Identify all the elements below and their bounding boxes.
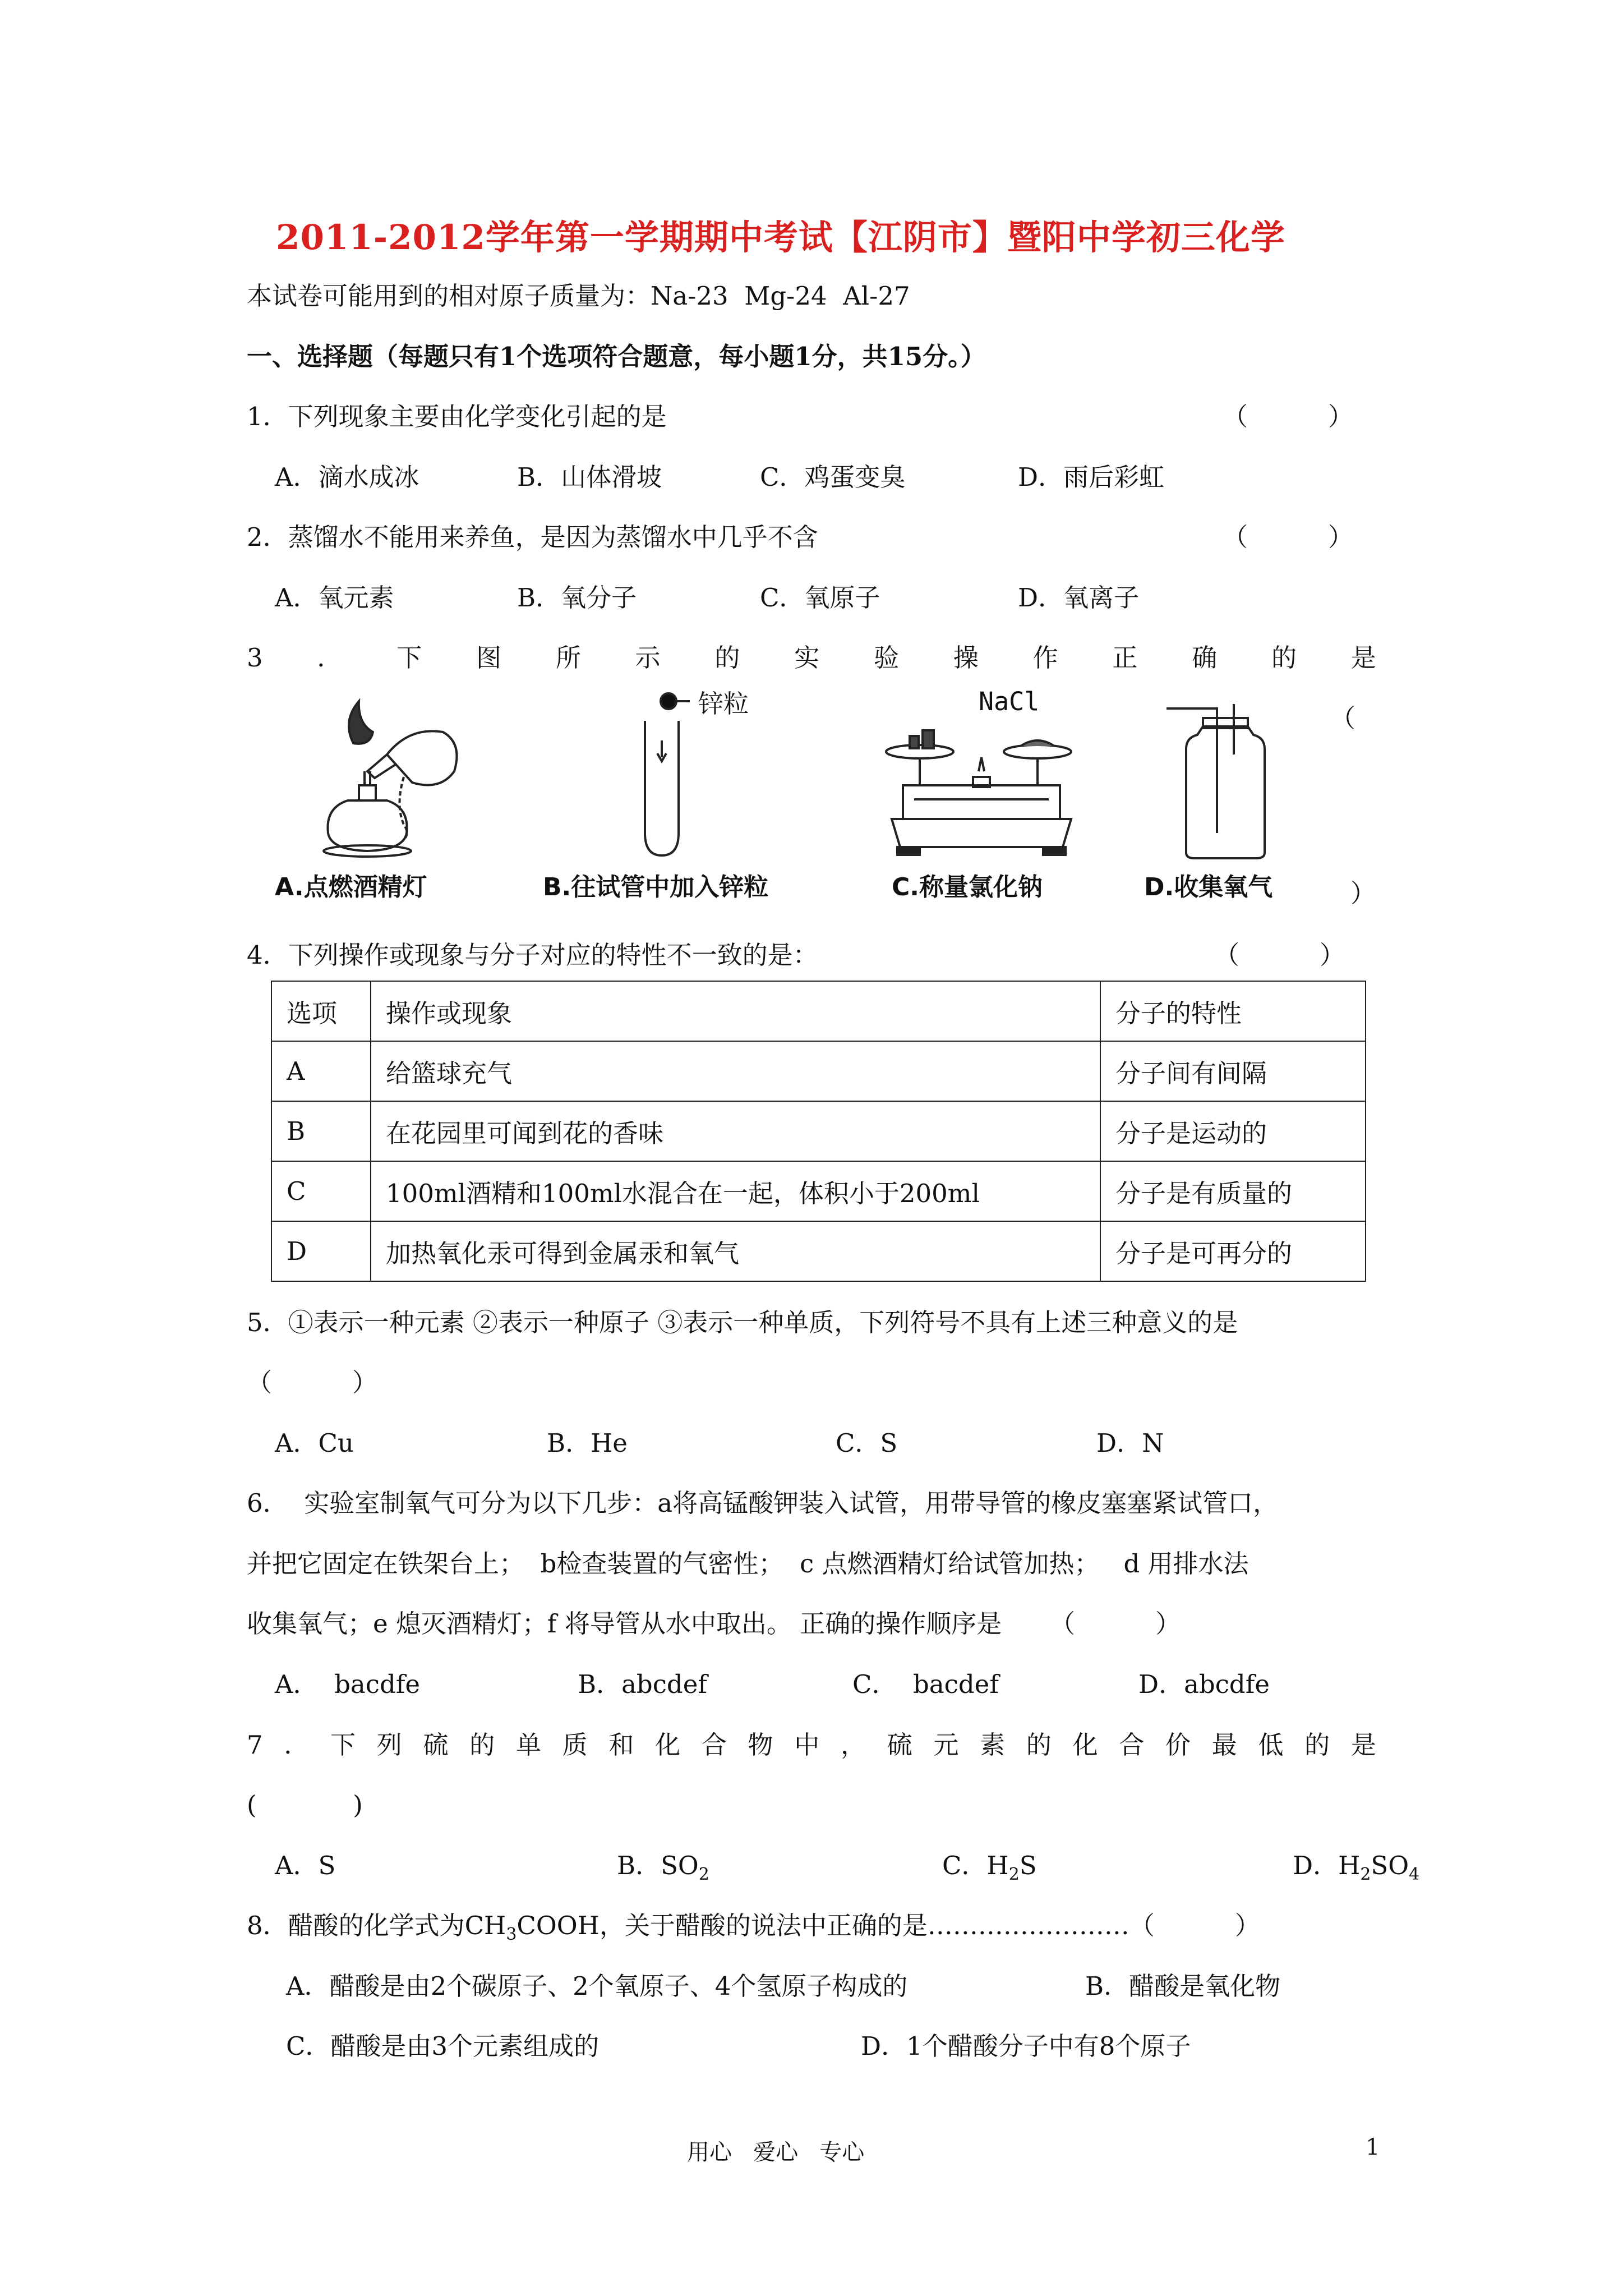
q1-stem: 1．下列现象主要由化学变化引起的是	[247, 402, 667, 431]
table-cell: 操作或现象	[371, 981, 1100, 1041]
section-heading: 一、选择题（每题只有1个选项符合题意，每小题1分，共15分。）	[247, 342, 986, 371]
q2-answer-paren: （ ）	[1223, 522, 1354, 552]
table-cell: 100ml酒精和100ml水混合在一起，体积小于200ml	[371, 1161, 1100, 1221]
balance-figure	[880, 718, 1082, 858]
table-cell: 分子间有间隔	[1100, 1041, 1366, 1101]
q6-option-a: A． bacdfe	[275, 1669, 421, 1699]
q5-option-c: C．S	[836, 1428, 898, 1458]
q5-option-a: A．Cu	[275, 1428, 354, 1458]
q5-answer-paren: （ ）	[247, 1368, 378, 1397]
table-cell: 分子的特性	[1100, 981, 1366, 1041]
q3-label-c: C.称量氯化钠	[892, 873, 1043, 901]
q7-option-a: A．S	[275, 1851, 336, 1880]
table-row	[271, 1221, 1366, 1281]
q1-option-c: C．鸡蛋变臭	[760, 462, 906, 492]
gas-bottle-figure	[1164, 704, 1276, 861]
table-cell: 给篮球充气	[371, 1041, 1100, 1101]
table-row	[271, 1161, 1366, 1221]
q1-answer-paren: （ ）	[1223, 402, 1354, 431]
table-cell: 选项	[271, 981, 371, 1041]
q7-option-d: D．$H_2SO_4$	[1293, 1851, 1420, 1884]
q2-stem: 2．蒸馏水不能用来养鱼，是因为蒸馏水中几乎不含	[247, 522, 818, 552]
q4-answer-paren: （ ）	[1214, 940, 1345, 970]
q7-answer-paren: ( )	[247, 1790, 363, 1820]
q2-option-a: A．氧元素	[275, 583, 394, 613]
nacl-label: NaCl	[979, 687, 1040, 716]
q7-option-c: C．$H_2S$	[942, 1851, 1037, 1884]
q5-option-d: D．N	[1096, 1428, 1164, 1458]
q2-option-b: B．氧分子	[517, 583, 637, 613]
q1-option-a: A．滴水成冰	[275, 462, 419, 492]
q3-paren-open: （	[1330, 703, 1356, 733]
table-row	[271, 1041, 1366, 1101]
footer-motto: 用心 爱心 专心	[687, 2139, 865, 2165]
q6-option-d: D．abcdfe	[1138, 1669, 1270, 1699]
q8-option-c: C．醋酸是由3个元素组成的	[286, 2031, 600, 2061]
table-cell: 分子是有质量的	[1100, 1161, 1366, 1221]
q3-label-d: D.收集氧气	[1144, 873, 1273, 901]
q2-option-c: C．氧原子	[760, 583, 880, 613]
table-row	[271, 1101, 1366, 1161]
table-cell: D	[271, 1221, 371, 1281]
q1-option-b: B．山体滑坡	[517, 462, 662, 492]
q8-option-d: D．1个醋酸分子中有8个原子	[861, 2031, 1191, 2061]
alcohol-lamp-figure	[303, 693, 465, 861]
q8-option-b: B．醋酸是氧化物	[1085, 1971, 1281, 2001]
page-number: 1	[1366, 2134, 1380, 2160]
q6-line-3: 收集氧气；e 熄灭酒精灯；f 将导管从水中取出。 正确的操作顺序是 （ ）	[247, 1609, 1181, 1639]
q8-option-a: A．醋酸是由2个碳原子、2个氧原子、4个氢原子构成的	[286, 1971, 908, 2001]
table-cell: C	[271, 1161, 371, 1221]
table-cell: B	[271, 1101, 371, 1161]
q3-paren-close: ）	[1350, 878, 1376, 908]
table-header-row	[271, 981, 1366, 1041]
page-title: 2011-2012学年第一学期期中考试【江阴市】暨阳中学初三化学	[276, 218, 1285, 257]
q4-table	[271, 981, 1366, 1282]
q6-option-b: B．abcdef	[578, 1669, 707, 1699]
table-cell: 分子是运动的	[1100, 1101, 1366, 1161]
q6-line-1: 6． 实验室制氧气可分为以下几步：a将高锰酸钾装入试管，用带导管的橡皮塞塞紧试管口，	[247, 1488, 1279, 1518]
q3-stem: 3 ． 下 图 所 示 的 实 验 操 作 正 确 的 是	[247, 643, 1376, 673]
intro-line: 本试卷可能用到的相对原子质量为：Na-23 Mg-24 Al-27	[247, 281, 910, 311]
q1-option-d: D．雨后彩虹	[1018, 462, 1165, 492]
zinc-label: 锌粒	[698, 689, 749, 719]
table-cell: 在花园里可闻到花的香味	[371, 1101, 1100, 1161]
q3-label-b: B.往试管中加入锌粒	[543, 873, 769, 901]
q3-label-a: A.点燃酒精灯	[275, 873, 427, 901]
q7-option-b: B．$SO_2$	[617, 1851, 709, 1884]
q5-option-b: B．He	[547, 1428, 628, 1458]
q2-option-d: D．氧离子	[1018, 583, 1140, 613]
q4-stem: 4．下列操作或现象与分子对应的特性不一致的是：	[247, 940, 818, 970]
table-cell: A	[271, 1041, 371, 1101]
q7-stem: 7 ． 下 列 硫 的 单 质 和 化 合 物 中 ， 硫 元 素 的 化 合 价 最 低 的 是	[247, 1730, 1376, 1760]
q6-option-c: C． bacdef	[852, 1669, 999, 1699]
table-cell: 分子是可再分的	[1100, 1221, 1366, 1281]
table-cell: 加热氧化汞可得到金属汞和氧气	[371, 1221, 1100, 1281]
q5-stem: 5．①表示一种元素 ②表示一种原子 ③表示一种单质，下列符号不具有上述三种意义的是	[247, 1308, 1238, 1337]
q6-line-2: 并把它固定在铁架台上； b检查装置的气密性； c 点燃酒精灯给试管加热； d 用排水法	[247, 1549, 1249, 1579]
q8-stem: 8．醋酸的化学式为$CH_3COOH$，关于醋酸的说法中正确的是……………………（ ）	[247, 1911, 1260, 1944]
